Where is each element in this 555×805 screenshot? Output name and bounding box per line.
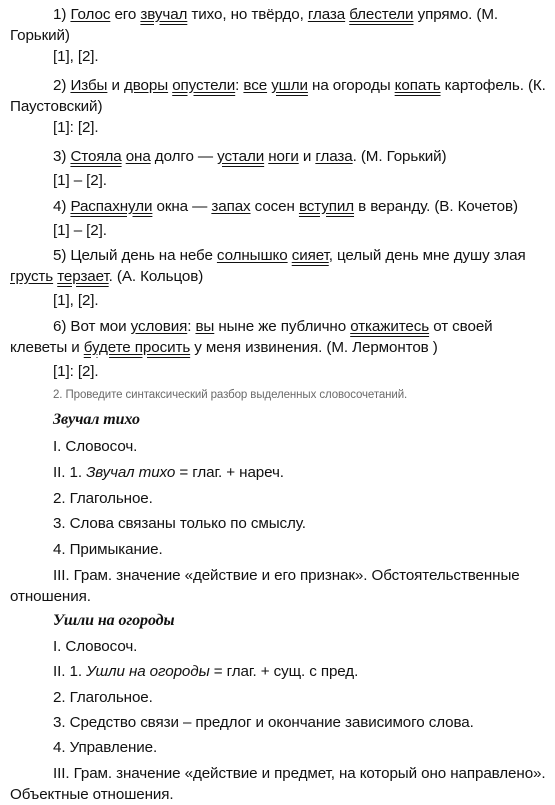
sentence-text: 4): [53, 198, 71, 215]
sentence-3: [10, 146, 547, 167]
sentence-6: [10, 316, 547, 358]
sentence-text: в веранду. (В. Кочетов): [354, 198, 518, 215]
scheme-1: [1], [2].: [53, 48, 99, 65]
subject-word: вы: [195, 318, 215, 335]
sentence-text: упрямо. (М. Горький): [10, 6, 499, 44]
analysis-2-line-2: II. 1. Ушли на огороды = глаг. + сущ. с пред.: [53, 663, 359, 680]
subject-word: глаза: [315, 148, 353, 165]
subject-word: солнышко: [216, 247, 288, 264]
sentence-text: , целый день мне душу злая: [328, 247, 526, 264]
predicate-word: Стояла: [70, 148, 122, 165]
sentence-text: 5) Целый день на небе: [53, 247, 217, 264]
sentence-2: [10, 75, 547, 117]
subject-word: ноги: [268, 148, 299, 165]
scheme-5: [1], [2].: [53, 292, 99, 309]
sentence-text: ныне же публично: [214, 318, 351, 335]
sentence-text: 1): [53, 6, 71, 23]
analysis-2-heading: Ушли на огороды: [53, 612, 175, 629]
subject-word: она: [125, 148, 151, 165]
subject-word: глаза: [307, 6, 346, 23]
analysis-1-line-3: 2. Глагольное.: [53, 490, 153, 507]
sentence-text: у меня извинения. (М. Лермонтов ): [190, 339, 438, 356]
predicate-word: терзает: [57, 268, 109, 285]
subject-word: запах: [211, 198, 251, 215]
predicate-word: устали: [217, 148, 265, 165]
subject-word: условия: [130, 318, 188, 335]
predicate-word: звучал: [140, 6, 188, 23]
sentence-text: и: [107, 77, 124, 94]
sentence-text: 6) Вот мои: [53, 318, 131, 335]
scheme-3: [1] – [2].: [53, 172, 107, 189]
analysis-2-line-4: 3. Средство связи – предлог и окончание зависимого слова.: [53, 714, 474, 731]
task-instruction: 2. Проведите синтаксический разбор выделенных словосочетаний.: [53, 389, 408, 401]
sentence-text: долго —: [150, 148, 218, 165]
subject-word: дворы: [124, 77, 169, 94]
analysis-2-line-1: I. Словосоч.: [53, 638, 138, 655]
analysis-1-heading: Звучал тихо: [53, 411, 140, 428]
scheme-6: [1]: [2].: [53, 363, 99, 380]
predicate-word: откажитесь: [350, 318, 430, 335]
sentence-1: [10, 4, 547, 46]
subject-word: грусть: [10, 268, 54, 285]
analysis-2-line-3: 2. Глагольное.: [53, 689, 153, 706]
predicate-word: вступил: [298, 198, 355, 215]
scheme-2: [1]: [2].: [53, 119, 99, 136]
sentence-5: [10, 245, 547, 287]
predicate-word: опустели: [172, 77, 236, 94]
predicate-word: будете просить: [83, 339, 191, 356]
predicate-word: Распахнули: [70, 198, 153, 215]
subject-word: Избы: [70, 77, 108, 94]
analysis-1-line-5: 4. Примыкание.: [53, 541, 163, 558]
sentence-text: 3): [53, 148, 71, 165]
predicate-word: копать: [394, 77, 441, 94]
analysis-1-line-4: 3. Слова связаны только по смыслу.: [53, 515, 306, 532]
sentence-text: тихо, но твёрдо,: [187, 6, 308, 23]
predicate-word: блестели: [349, 6, 414, 23]
sentence-text: :: [187, 318, 196, 335]
analysis-1-line-2: II. 1. Звучал тихо = глаг. + нареч.: [53, 464, 284, 481]
sentence-text: :: [235, 77, 244, 94]
sentence-text: . (М. Горький): [352, 148, 447, 165]
sentence-text: картофель. (К. Паустовский): [10, 77, 546, 115]
analysis-2-line-5: 4. Управление.: [53, 739, 158, 756]
sentence-text: и: [298, 148, 316, 165]
analysis-2-line-6: III. Грам. значение «действие и предмет, на который оно направлено». Объектные отношения.: [10, 765, 546, 803]
sentence-text: сосен: [250, 198, 299, 215]
sentence-text: его: [110, 6, 141, 23]
sentence-4: [10, 196, 547, 217]
sentence-text: от своей клеветы и: [10, 318, 493, 356]
subject-word: все: [243, 77, 268, 94]
predicate-word: сияет: [291, 247, 329, 264]
sentence-text: 2): [53, 77, 71, 94]
subject-word: Голос: [70, 6, 111, 23]
sentence-text: на огороды: [307, 77, 395, 94]
scheme-4: [1] – [2].: [53, 222, 107, 239]
sentence-text: . (А. Кольцов): [108, 268, 204, 285]
analysis-1-line-1: I. Словосоч.: [53, 438, 138, 455]
analysis-1-line-6: III. Грам. значение «действие и его признак». Обстоятельственные отношения.: [10, 567, 520, 605]
predicate-word: ушли: [271, 77, 308, 94]
sentence-text: окна —: [152, 198, 212, 215]
